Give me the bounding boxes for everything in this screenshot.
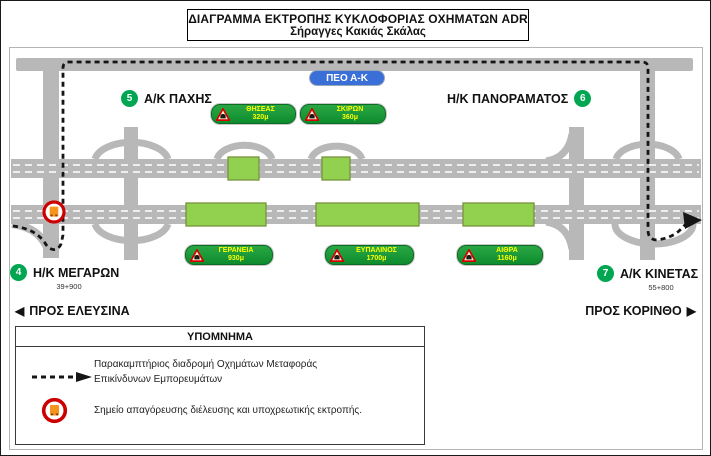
tunnel-warning-icon <box>462 249 476 262</box>
interchange-kinetas <box>597 265 698 282</box>
direction-eleusina <box>15 304 130 318</box>
chainage-megaron: 39+900 <box>56 282 82 291</box>
interchange-number-badge: 5 <box>121 90 138 107</box>
panoramatos-slip-north <box>546 134 572 161</box>
tunnel-name: ΓΕΡΑΝΕΙΑ <box>218 247 254 254</box>
tunnel-warning-icon <box>190 249 204 262</box>
right-arrow-icon: ▶ <box>686 304 696 318</box>
tunnel-box-skiron <box>322 157 350 180</box>
interchange-label: Η/Κ ΜΕΓΑΡΩΝ <box>33 265 120 280</box>
page-subtitle: Σήραγγες Κακιάς Σκάλας <box>290 26 426 38</box>
tunnel-label-aithra <box>457 245 543 265</box>
legend-title: ΥΠΟΜΝΗΜΑ <box>16 327 424 347</box>
tunnel-name: ΘΗΣΕΑΣ <box>246 106 275 113</box>
direction-label: ΠΡΟΣ ΚΟΡΙΝΘΟ <box>585 304 682 318</box>
dashed-route-arrow-icon <box>30 370 94 384</box>
direction-korinthos <box>585 304 696 318</box>
tunnel-warning-icon <box>216 108 230 121</box>
tunnel-length: 360μ <box>342 114 358 121</box>
truck-wheel-icon <box>55 215 57 217</box>
interchange-label: Α/Κ ΚΙΝΕΤΑΣ <box>620 266 699 281</box>
roads <box>11 58 701 260</box>
legend-text-line: Επικίνδυνων Εμπορευμάτων <box>94 373 223 385</box>
direction-label: ΠΡΟΣ ΕΛΕΥΣΙΝΑ <box>29 304 130 318</box>
interchange-megaron <box>10 264 119 281</box>
tunnel-warning-icon <box>305 108 319 121</box>
tunnel-length: 1160μ <box>497 255 517 262</box>
title-box <box>187 9 529 41</box>
legend-box <box>15 326 425 445</box>
interchange-label: Η/Κ ΠΑΝΟΡΑΜΑΤΟΣ <box>447 91 569 106</box>
tunnel-name: ΣΚΙΡΩΝ <box>336 106 364 113</box>
tunnel-box-aithra <box>463 203 534 226</box>
panoramatos-slip-south <box>546 222 572 249</box>
tunnel-length: 930μ <box>228 255 244 262</box>
tunnel-box-efpalinos <box>316 203 419 226</box>
tunnel-length: 1700μ <box>366 255 387 262</box>
legend-item-detour-text <box>94 358 317 387</box>
interchange-paxis <box>121 90 212 107</box>
megaron-link-road <box>43 58 59 258</box>
tunnel-label-thiseas <box>211 104 296 124</box>
peo-road-badge: ΠΕΟ Α-Κ <box>309 70 385 86</box>
legend-text-line: Παρακαμπτήριος διαδρομή Οχημάτων Μεταφοράς <box>94 359 318 370</box>
page-title: ΔΙΑΓΡΑΜΜΑ ΕΚΤΡΟΠΗΣ ΚΥΚΛΟΦΟΡΙΑΣ ΟΧΗΜΑΤΩΝ ADR <box>188 12 528 26</box>
interchange-number-badge: 7 <box>597 265 614 282</box>
tunnel-label-skiron <box>300 104 386 124</box>
tunnel-box-gerania <box>186 203 266 226</box>
interchange-panoramatos <box>447 90 591 107</box>
carriageway-eleusina-bound <box>11 159 701 178</box>
prohibition-sign-marker <box>44 202 64 222</box>
interchange-number-badge: 6 <box>574 90 591 107</box>
interchange-number-badge: 4 <box>10 264 27 281</box>
truck-wheel-icon <box>51 215 53 217</box>
tunnel-name: ΑΙΘΡΑ <box>496 247 518 254</box>
tunnel-box-thiseas <box>228 157 259 180</box>
chainage-kinetas: 55+800 <box>648 283 674 292</box>
interchange-label: Α/Κ ΠΑΧΗΣ <box>144 91 212 106</box>
tunnel-length: 320μ <box>252 114 269 121</box>
tunnel-name: ΕΥΠΑΛΙΝΟΣ <box>356 247 397 254</box>
adr-prohibition-sign-icon <box>41 397 68 424</box>
left-arrow-icon: ◀ <box>15 304 25 318</box>
tunnel-warning-icon <box>330 249 344 262</box>
tunnel-label-gerania <box>185 245 273 265</box>
legend-item-prohibition-text: Σημείο απαγόρευσης διέλευσης και υποχρεωτικής εκτροπής. <box>94 405 363 416</box>
tunnel-label-efpalinos <box>325 245 414 265</box>
